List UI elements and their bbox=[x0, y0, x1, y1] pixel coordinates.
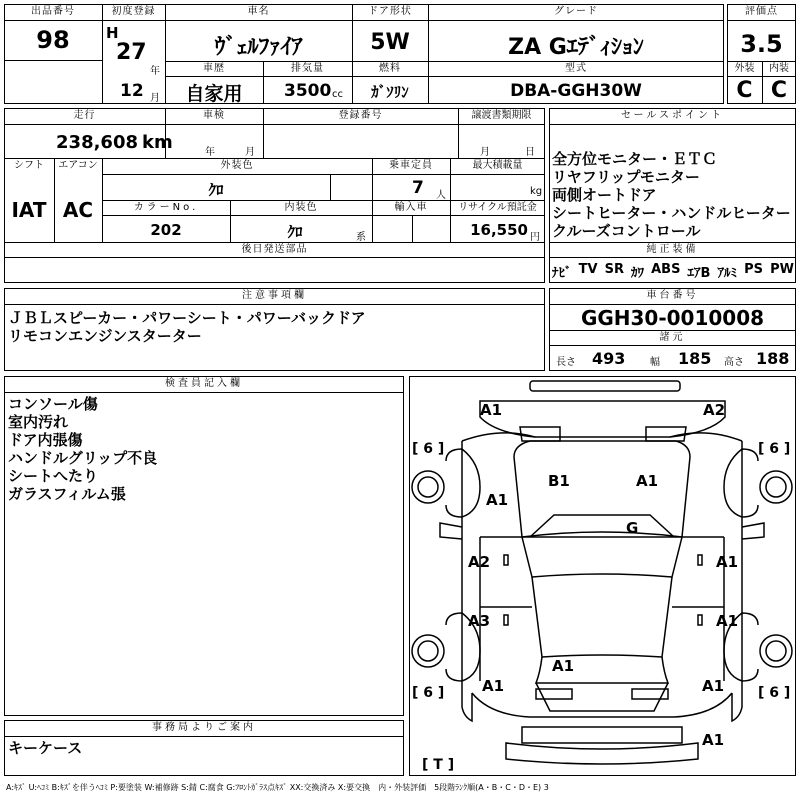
capacity-value: 7 bbox=[412, 178, 424, 198]
damage-quarter-rear-left: A1 bbox=[482, 677, 505, 695]
damage-bumper-rear-right: A1 bbox=[702, 731, 725, 749]
damage-rear-center: A1 bbox=[552, 657, 575, 675]
damage-door-rear-right: A1 bbox=[716, 612, 739, 630]
width-unit: 幅 bbox=[650, 357, 660, 368]
later-parts-label: 後日発送部品 bbox=[241, 244, 308, 255]
note-item: リモコンエンジンスターター bbox=[8, 327, 202, 345]
genuine-item: ｱﾙﾐ bbox=[717, 266, 738, 281]
max-load-label: 最大積載量 bbox=[472, 160, 523, 171]
mileage-label: 走行 bbox=[73, 110, 96, 121]
length-unit: 長さ bbox=[556, 357, 576, 368]
inspection-label: 車検 bbox=[203, 110, 225, 121]
displacement-value: 3500 bbox=[284, 81, 332, 101]
aircon-label: エアコン bbox=[58, 160, 98, 171]
chassis-value: GGH30-0010008 bbox=[580, 306, 765, 330]
damage-windshield: G bbox=[626, 519, 639, 537]
recycle-label: リサイクル預託金 bbox=[458, 202, 537, 213]
month-unit: 月 bbox=[150, 93, 160, 104]
door-value: 5W bbox=[370, 30, 410, 55]
ext-color-value: ｸﾛ bbox=[208, 181, 224, 199]
history-label: 車歴 bbox=[203, 63, 225, 74]
int-color-label: 内装色 bbox=[284, 202, 318, 213]
capacity-label: 乗車定員 bbox=[389, 160, 433, 171]
sales-point-item: 全方位モニター・ＥＴＣ bbox=[552, 150, 718, 168]
lot-no-label: 出品番号 bbox=[31, 6, 75, 17]
fuel-value: ｶﾞｿﾘﾝ bbox=[371, 83, 409, 101]
car-name-label: 車名 bbox=[247, 6, 270, 17]
inspection-month-unit: 月 bbox=[245, 147, 255, 158]
yen-unit: 円 bbox=[530, 232, 540, 243]
car-outline bbox=[410, 377, 795, 775]
damage-door-front-left: A2 bbox=[468, 553, 491, 571]
mileage-value: 238,608 bbox=[56, 132, 138, 153]
km-unit: km bbox=[142, 132, 173, 153]
tire-rear-right-grade: [ 6 ] bbox=[758, 685, 791, 701]
inspector-item: ハンドルグリップ不良 bbox=[8, 449, 158, 467]
history-value: 自家用 bbox=[185, 83, 243, 105]
genuine-list bbox=[552, 262, 794, 281]
model-code-value: DBA-GGH30W bbox=[510, 81, 642, 101]
inspector-list bbox=[8, 395, 157, 503]
genuine-item: PS bbox=[744, 262, 764, 277]
person-unit: 人 bbox=[436, 190, 446, 201]
color-no-value: 202 bbox=[150, 221, 182, 239]
first-reg-label: 初度登録 bbox=[111, 6, 156, 17]
aircon-value: AC bbox=[62, 198, 94, 222]
inspector-item: シートへたり bbox=[8, 467, 99, 485]
inspector-item: ガラスフィルム張 bbox=[8, 485, 126, 503]
specs-label: 諸元 bbox=[659, 332, 686, 343]
notes-list bbox=[8, 309, 366, 345]
genuine-item: ｶﾜ bbox=[631, 266, 645, 281]
model-code-label: 型式 bbox=[565, 63, 587, 74]
sales-points-list bbox=[552, 150, 794, 240]
door-label: ドア形状 bbox=[368, 6, 412, 17]
year-unit: 年 bbox=[150, 66, 160, 77]
spare-tire-grade: [ T ] bbox=[422, 757, 455, 773]
width-value: 185 bbox=[678, 349, 712, 368]
cc-unit: cc bbox=[332, 89, 343, 100]
shift-value: IAT bbox=[11, 198, 47, 222]
damage-roof-b: B1 bbox=[548, 472, 570, 490]
lot-no-value: 98 bbox=[36, 26, 70, 54]
score-label: 評価点 bbox=[745, 6, 778, 17]
inspector-item: ドア内張傷 bbox=[8, 431, 83, 449]
genuine-item: ﾅﾋﾞ bbox=[552, 266, 572, 281]
genuine-item: ｴｱB bbox=[687, 266, 711, 281]
year-value: 27 bbox=[116, 40, 147, 65]
sales-point-item: 両側オートドア bbox=[552, 186, 657, 204]
sales-points-label: セールスポイント bbox=[620, 110, 725, 121]
tire-front-right-grade: [ 6 ] bbox=[758, 441, 791, 457]
office-item: キーケース bbox=[8, 739, 83, 757]
damage-quarter-rear-right: A1 bbox=[702, 677, 725, 695]
sales-point-item: クルーズコントロール bbox=[552, 222, 701, 240]
sales-point-item: シートヒーター・ハンドルヒーター bbox=[552, 204, 791, 222]
recycle-value: 16,550 bbox=[470, 221, 528, 239]
int-color-value: ｸﾛ bbox=[287, 223, 303, 241]
note-item: ＪＢＬスピーカー・パワーシート・パワーバックドア bbox=[8, 309, 366, 327]
chassis-label: 車台番号 bbox=[646, 290, 699, 301]
grade-value: ZA Gｴﾃﾞｨｼｮﾝ bbox=[508, 35, 644, 60]
office-label: 事務局よりご案内 bbox=[152, 722, 256, 733]
tire-rear-left-grade: [ 6 ] bbox=[412, 685, 445, 701]
damage-hood-right: A1 bbox=[636, 472, 659, 490]
height-value: 188 bbox=[756, 349, 790, 368]
ext-color-label: 外装色 bbox=[220, 160, 254, 171]
series-unit: 系 bbox=[356, 232, 366, 243]
inspector-item: コンソール傷 bbox=[8, 395, 98, 413]
interior-label: 内装 bbox=[769, 63, 789, 74]
damage-door-front-right: A1 bbox=[716, 553, 739, 571]
inspector-label: 検査員記入欄 bbox=[165, 378, 243, 389]
damage-hood-left: A1 bbox=[486, 491, 509, 509]
transfer-month-unit: 月 bbox=[480, 147, 490, 158]
car-diagram bbox=[409, 376, 796, 776]
legend: A:ｷｽﾞ U:ﾍｺﾐ B:ｷｽﾞを伴うﾍｺﾐ P:要塗装 W:補修跡 S:錆 C:腐食 G:ﾌﾛﾝﾄｶﾞﾗｽ点ｷｽﾞ XX:交換済み X:要交換 内・外装評価 5段階ﾗﾝｸ順(A・B・C・D・E) 3 bbox=[6, 783, 549, 792]
kg-unit: kg bbox=[530, 186, 543, 197]
damage-door-rear-left: A3 bbox=[468, 612, 491, 630]
genuine-item: TV bbox=[578, 262, 598, 277]
genuine-item: SR bbox=[604, 262, 624, 277]
damage-bumper-front-right: A2 bbox=[703, 401, 726, 419]
shift-label: シフト bbox=[14, 160, 44, 171]
genuine-item: ABS bbox=[651, 262, 681, 277]
transfer-day-unit: 日 bbox=[525, 147, 535, 158]
inspection-year-unit: 年 bbox=[205, 147, 215, 158]
grade-label: グレード bbox=[554, 6, 598, 17]
notes-label: 注意事項欄 bbox=[242, 290, 307, 301]
genuine-label: 純正装備 bbox=[646, 244, 699, 255]
inspector-item: 室内汚れ bbox=[8, 413, 69, 431]
era-value: H bbox=[106, 24, 119, 42]
interior-value: C bbox=[770, 78, 788, 103]
office-list bbox=[8, 739, 82, 757]
transfer-label: 譲渡書類期限 bbox=[471, 110, 532, 121]
length-value: 493 bbox=[592, 349, 626, 368]
genuine-item: PW bbox=[770, 262, 794, 277]
reg-no-label: 登録番号 bbox=[338, 110, 383, 121]
score-value: 3.5 bbox=[740, 30, 783, 58]
sales-point-item: リヤフリップモニター bbox=[552, 168, 700, 186]
exterior-label: 外装 bbox=[734, 63, 755, 74]
car-name-value: ｳﾞｪﾙﾌｧｲｱ bbox=[214, 35, 303, 60]
exterior-value: C bbox=[736, 78, 753, 103]
color-no-label: カラーNo. bbox=[133, 202, 199, 213]
displacement-label: 排気量 bbox=[291, 63, 324, 74]
height-unit: 高さ bbox=[724, 357, 744, 368]
month-value: 12 bbox=[120, 81, 144, 101]
import-label: 輸入車 bbox=[394, 202, 428, 213]
fuel-label: 燃料 bbox=[379, 63, 401, 74]
damage-bumper-front-left: A1 bbox=[480, 401, 503, 419]
tire-front-left-grade: [ 6 ] bbox=[412, 441, 445, 457]
